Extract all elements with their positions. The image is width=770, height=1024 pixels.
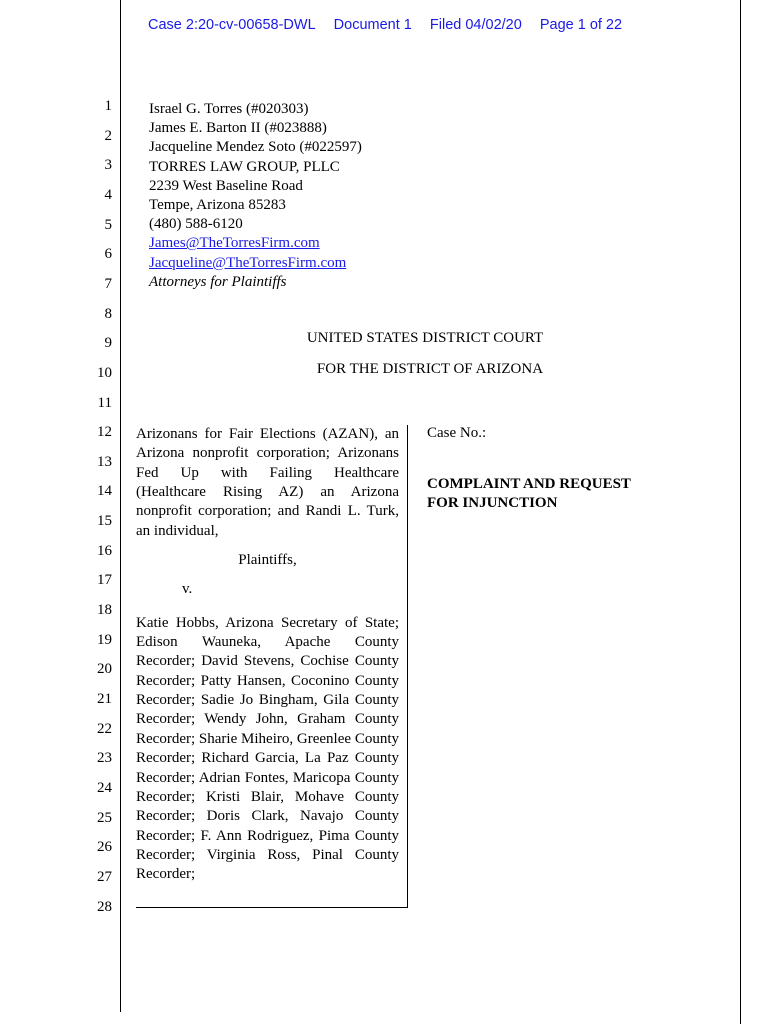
attorney-line: Tempe, Arizona 85283 [149, 197, 286, 214]
line-number: 24 [97, 779, 112, 796]
line-number: 13 [97, 453, 112, 470]
line-number: 3 [104, 157, 112, 174]
complaint-title-line: COMPLAINT AND REQUEST [427, 476, 631, 492]
attorney-role: Attorneys for Plaintiffs [149, 273, 287, 290]
line-number: 26 [97, 839, 112, 856]
line-number: 22 [97, 720, 112, 737]
left-margin-rule [120, 0, 121, 1012]
court-district: FOR THE DISTRICT OF ARIZONA [316, 361, 544, 377]
line-number: 25 [97, 809, 112, 826]
attorney-line: Israel G. Torres (#020303) [149, 101, 309, 117]
line-number: 10 [97, 364, 112, 381]
line-number: 17 [97, 572, 112, 589]
line-number: 12 [97, 424, 112, 441]
attorney-line: (480) 588-6120 [149, 216, 243, 233]
attorney-line: Jacqueline Mendez Soto (#022597) [149, 139, 362, 156]
line-number: 14 [97, 483, 112, 500]
attorney-line: James E. Barton II (#023888) [149, 120, 327, 137]
case-caption [136, 425, 399, 885]
line-number: 8 [104, 305, 112, 322]
attorney-block [149, 100, 362, 292]
line-number: 28 [97, 898, 112, 915]
plaintiffs-text: Arizonans for Fair Elections (AZAN), an Arizona nonprofit corporation; Arizonans Fed Up with Failing Healthcare (Healthcare Rising AZ) an Arizona nonprofit corporation; and Randi L. Turk, an individual, [136, 426, 399, 539]
line-number: 6 [104, 246, 112, 263]
versus-text: v. [182, 581, 193, 598]
line-number: 16 [97, 542, 112, 559]
plaintiffs-label: Plaintiffs, [238, 552, 297, 569]
caption-right-border [407, 425, 408, 907]
court-name: UNITED STATES DISTRICT COURT [306, 330, 544, 346]
line-number: 5 [104, 216, 112, 233]
complaint-title-line: FOR INJUNCTION [427, 495, 558, 511]
line-number: 21 [97, 691, 112, 707]
email-link-james[interactable]: James@TheTorresFirm.com [149, 235, 320, 252]
line-number: 23 [97, 750, 112, 767]
line-number: 4 [104, 186, 112, 203]
line-number: 18 [97, 602, 112, 619]
page-indicator: Page 1 of 22 [539, 17, 623, 33]
case-no-label: Case No.: [427, 425, 487, 441]
document-number: Document 1 [333, 17, 412, 33]
line-number: 20 [97, 661, 112, 678]
complaint-title [427, 475, 631, 513]
line-number: 11 [97, 394, 112, 411]
line-number: 7 [104, 275, 112, 292]
right-margin-rule [740, 0, 741, 1024]
line-number: 19 [97, 631, 112, 648]
email-link-jacqueline[interactable]: Jacqueline@TheTorresFirm.com [149, 254, 347, 271]
attorney-line: TORRES LAW GROUP, PLLC [149, 158, 340, 175]
defendants-text: Katie Hobbs, Arizona Secretary of State; Edison Wauneka, Apache County Recorder; David Stevens, Cochise County Recorder; Patty Hansen, Coconino County Recorder; Sadie Jo Bingham, Gila County Recorder; Wendy John, Graham County Recorder; Sharie Miheiro, Greenlee County Recorder; Richard Garcia, La Paz County Recorder; Adrian Fontes, Maricopa County Recorder; Kristi Blair, Mohave County Recorder; Doris Clark, Navajo County Recorder; F. Ann Rodriguez, Pima County Recorder; Virginia Ross, Pinal County Recorder; [136, 614, 399, 883]
line-number: 15 [97, 513, 112, 530]
filed-date: Filed 04/02/20 [429, 17, 522, 33]
line-number: 1 [104, 98, 112, 114]
case-header [148, 17, 636, 33]
line-number: 9 [104, 335, 112, 352]
case-number: Case 2:20-cv-00658-DWL [148, 17, 316, 33]
line-number: 27 [97, 868, 112, 885]
attorney-line: 2239 West Baseline Road [149, 177, 303, 194]
line-number: 2 [104, 127, 112, 144]
caption-bottom-border [136, 907, 408, 908]
